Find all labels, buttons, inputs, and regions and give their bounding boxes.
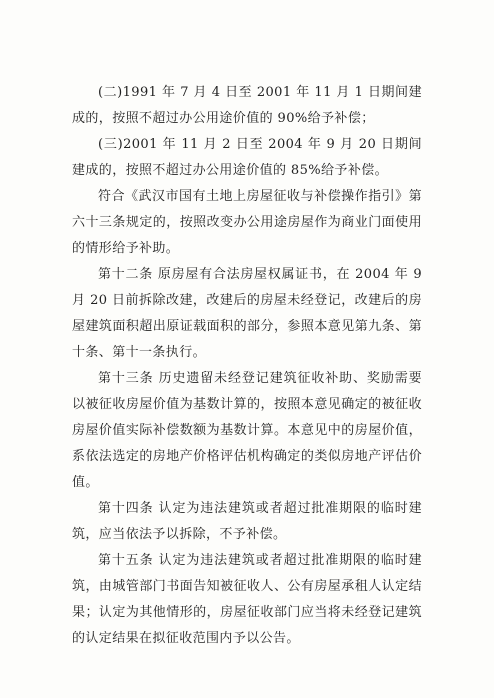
paragraph-article-13: 第十三条 历史遗留未经登记建筑征收补助、奖励需要以被征收房屋价值为基数计算的，按照本意见确定的被征收房屋价值实际补偿数额为基数计算。本意见中的房屋价值，系依法选定的房地产价格评估机构确定的类似房地产评估价值。 xyxy=(72,371,422,490)
paragraph-article-14: 第十四条 认定为违法建筑或者超过批准期限的临时建筑，应当依法予以拆除，不予补偿。 xyxy=(72,501,422,542)
paragraph-item-3: (三)2001 年 11 月 2 日至 2004 年 9 月 20 日期间建成的，按照不超过办公用途价值的 85%给予补偿。 xyxy=(72,137,422,178)
paragraph-article-15: 第十五条 认定为违法建筑或者超过批准期限的临时建筑，由城管部门书面告知被征收人、公有房屋承租人认定结果；认定为其他情形的，房屋征收部门应当将未经登记建筑的认定结果在拟征收范围内予以公告。 xyxy=(72,553,422,646)
paragraph-compliance-note: 符合《武汉市国有土地上房屋征收与补偿操作指引》第六十三条规定的，按照改变办公用途房屋作为商业门面使用的情形给予补助。 xyxy=(72,189,422,256)
paragraph-item-2: (二)1991 年 7 月 4 日至 2001 年 11 月 1 日期间建成的，按照不超过办公用途价值的 90%给予补偿； xyxy=(72,85,422,126)
paragraph-article-12: 第十二条 原房屋有合法房屋权属证书，在 2004 年 9 月 20 日前拆除改建，改建后的房屋未经登记，改建后的房屋建筑面积超出原证载面积的部分，参照本意见第九条、第十条、第十一条执行。 xyxy=(72,267,422,360)
